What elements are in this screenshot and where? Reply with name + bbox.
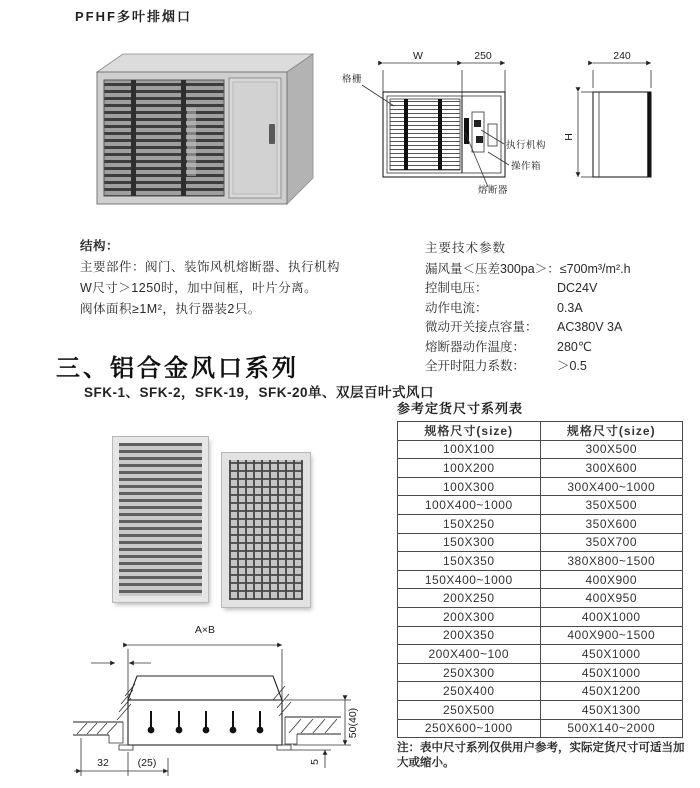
size-cell: 250X400	[398, 682, 541, 701]
size-cell: 200X350	[398, 626, 541, 645]
param-label: 漏风量＜压差300pa＞：	[425, 261, 560, 276]
param-value: 280℃	[557, 339, 592, 354]
size-table-block	[397, 398, 689, 738]
dim-25-label: (25)	[137, 757, 157, 769]
size-table-note: 注：表中尺寸系列仅供用户参考，实际定货尺寸可适当加大或缩小。	[397, 742, 685, 769]
table-row	[398, 459, 683, 478]
front-louver-area	[390, 99, 460, 170]
size-cell: 250X600~1000	[398, 719, 541, 738]
size-table-title: 参考定货尺寸系列表	[397, 401, 524, 416]
structure-line: 主要部件：阀门、装饰风机熔断器、执行机构	[80, 260, 341, 274]
single-louver-grille-photo	[113, 437, 208, 602]
size-table-header-row	[398, 422, 683, 441]
louver-blades	[148, 711, 264, 733]
size-cell: 450X1000	[540, 663, 683, 682]
table-row	[398, 700, 683, 719]
operation-box-callout: 操作箱	[511, 161, 542, 172]
tech-param-row	[425, 318, 697, 338]
param-label: 控制电压：	[425, 281, 488, 295]
table-row	[398, 440, 683, 459]
size-cell: 400X900	[540, 570, 683, 589]
section-subtitle: SFK-1、SFK-2，SFK-19，SFK-20单、双层百叶式风口	[84, 385, 435, 400]
table-row	[398, 533, 683, 552]
dim-axb-label: A×B	[194, 624, 216, 636]
param-value: AC380V 3A	[557, 320, 623, 334]
actuator-component	[472, 112, 484, 152]
structure-block	[80, 236, 410, 320]
table-row	[398, 496, 683, 515]
table-row	[398, 682, 683, 701]
dim-240-label: 240	[613, 50, 631, 62]
dim-depth-label: 50(40)	[347, 707, 359, 739]
tech-param-row	[425, 299, 697, 319]
size-cell: 150X300	[398, 533, 541, 552]
left-wall-hatch	[73, 684, 135, 743]
param-label: 全开时阻力系数：	[425, 359, 526, 373]
param-value: ＞0.5	[557, 359, 587, 373]
door-handle	[269, 124, 275, 144]
structure-heading: 结构：	[80, 239, 120, 253]
size-cell: 400X950	[540, 589, 683, 608]
size-cell: 250X300	[398, 663, 541, 682]
table-row	[398, 607, 683, 626]
table-row	[398, 589, 683, 608]
size-cell: 450X1000	[540, 645, 683, 664]
size-cell: 380X800~1500	[540, 552, 683, 571]
size-cell: 400X900~1500	[540, 626, 683, 645]
size-cell: 200X250	[398, 589, 541, 608]
size-col-header: 规格尺寸(size)	[398, 422, 541, 441]
size-cell: 350X500	[540, 496, 683, 515]
tech-params-block	[425, 239, 697, 377]
tech-params-list	[425, 260, 697, 377]
pfhf-product-photo	[83, 46, 323, 218]
louver-section	[104, 80, 224, 196]
table-row	[398, 626, 683, 645]
param-value: 0.3A	[557, 300, 583, 315]
table-row	[398, 552, 683, 571]
table-row	[398, 570, 683, 589]
size-cell: 350X600	[540, 514, 683, 533]
size-cell: 100X400~1000	[398, 496, 541, 515]
right-wall-hatch	[273, 686, 341, 744]
table-row	[398, 645, 683, 664]
table-row	[398, 514, 683, 533]
section-heading: 三、铝合金风口系列	[56, 355, 299, 382]
grille-callout: 格栅	[342, 74, 363, 85]
size-cell: 400X1000	[540, 607, 683, 626]
dim-250-label: 250	[474, 50, 492, 62]
structure-line: W尺寸＞1250时，加中间框，叶片分离。	[80, 281, 318, 295]
table-row	[398, 477, 683, 496]
param-value: DC24V	[557, 281, 598, 295]
size-cell: 500X140~2000	[540, 719, 683, 738]
size-cell: 150X250	[398, 514, 541, 533]
dim-h-label: H	[563, 133, 575, 141]
size-col-header: 规格尺寸(size)	[540, 422, 683, 441]
size-cell: 200X300	[398, 607, 541, 626]
size-cell: 250X500	[398, 700, 541, 719]
size-cell: 150X400~1000	[398, 570, 541, 589]
actuator-callout: 执行机构	[506, 140, 547, 151]
dim-5-label: 5	[309, 759, 321, 765]
size-cell: 200X400~100	[398, 645, 541, 664]
size-cell: 450X1300	[540, 700, 683, 719]
structure-lines	[80, 257, 410, 320]
size-cell: 100X100	[398, 440, 541, 459]
dim-w-label: W	[413, 50, 423, 62]
tech-param-row	[425, 338, 697, 358]
installation-dimension-drawing	[73, 616, 403, 788]
tech-params-heading: 主要技术参数	[425, 241, 507, 255]
size-table-body	[398, 440, 683, 738]
tech-param-row	[425, 357, 697, 377]
tech-param-row	[425, 260, 697, 280]
table-row	[398, 719, 683, 738]
size-cell: 100X300	[398, 477, 541, 496]
param-value: ≤700m³/m².h	[559, 261, 631, 276]
size-cell: 300X400~1000	[540, 477, 683, 496]
pfhf-technical-drawing	[338, 40, 700, 215]
size-table	[397, 421, 683, 738]
page-title: PFHF多叶排烟口	[75, 9, 192, 24]
size-cell: 300X600	[540, 459, 683, 478]
double-layer-grille-photo	[222, 453, 310, 607]
tech-param-row	[425, 279, 697, 299]
dim-32-label: 32	[97, 757, 109, 769]
size-cell: 350X700	[540, 533, 683, 552]
size-cell: 300X500	[540, 440, 683, 459]
param-label: 动作电流：	[425, 300, 488, 315]
size-cell: 450X1200	[540, 682, 683, 701]
param-label: 熔断器动作温度：	[425, 339, 526, 354]
table-row	[398, 663, 683, 682]
size-cell: 100X200	[398, 459, 541, 478]
param-label: 微动开关接点容量：	[425, 320, 538, 334]
size-cell: 150X350	[398, 552, 541, 571]
fuse-callout: 熔断器	[478, 185, 509, 196]
structure-line: 阀体面积≥1M²，执行器装2只。	[80, 302, 261, 316]
